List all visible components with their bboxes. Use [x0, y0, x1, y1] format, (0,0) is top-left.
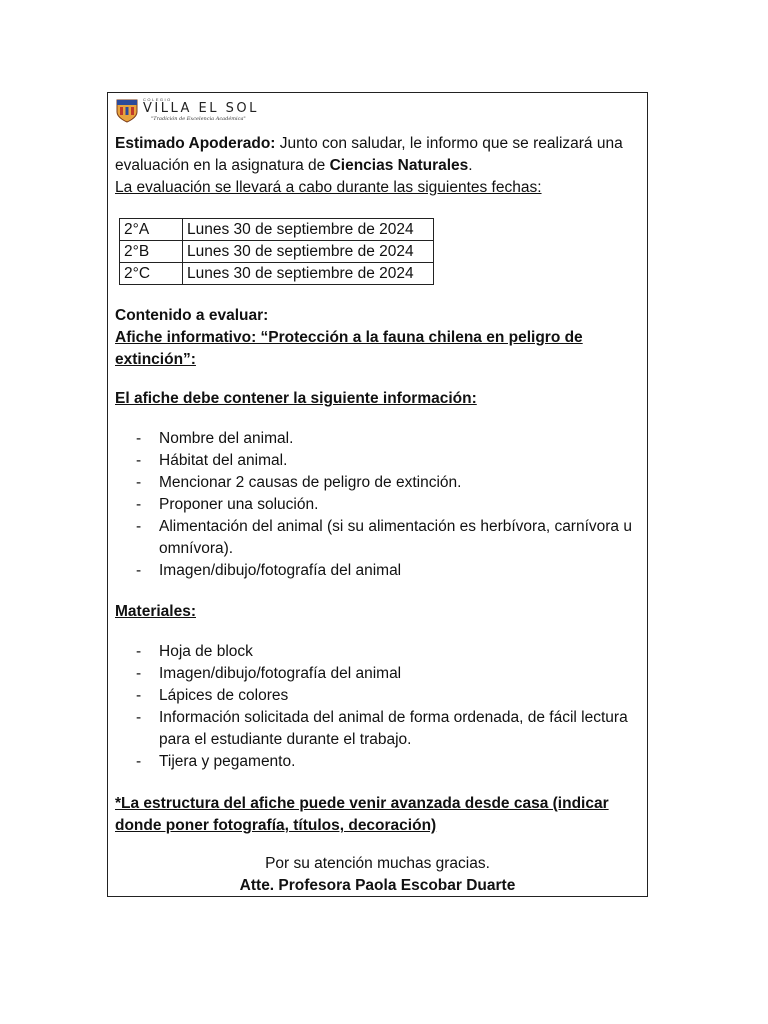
- dash-bullet: -: [136, 643, 142, 660]
- greeting-text: Junto con saludar, le informo que se realizará una evaluación en la asignatura de: [115, 135, 623, 174]
- materials-list: [115, 641, 645, 773]
- list-item: [115, 641, 645, 663]
- list-item: [115, 685, 645, 707]
- list-item: [115, 428, 645, 450]
- logo-small-label: COLEGIO: [143, 97, 172, 102]
- dash-bullet: -: [136, 753, 142, 770]
- table-row: [120, 263, 434, 285]
- list-item: [115, 494, 645, 516]
- list-item-text: Tijera y pegamento.: [159, 753, 296, 770]
- dash-bullet: -: [136, 687, 142, 704]
- content-heading: Contenido a evaluar:: [115, 307, 269, 324]
- dash-bullet: -: [136, 665, 142, 682]
- grade-cell: 2°B: [120, 241, 183, 263]
- list-item: [115, 663, 645, 685]
- requirements-list: [115, 428, 645, 582]
- school-logo-text: [143, 97, 259, 122]
- requirements-heading: El afiche debe contener la siguiente información:: [115, 390, 477, 407]
- list-item-text: Hábitat del animal.: [159, 452, 288, 469]
- list-item-text: Nombre del animal.: [159, 430, 294, 447]
- materials-heading: Materiales:: [115, 603, 196, 620]
- letter-card: [107, 92, 648, 897]
- school-name: VILLA EL SOL: [143, 101, 259, 116]
- list-item-text: Alimentación del animal (si su alimentación es herbívora, carnívora u omnívora).: [159, 518, 632, 557]
- list-item: [115, 516, 645, 560]
- school-logo: [115, 97, 315, 127]
- list-item: [115, 707, 645, 751]
- subject-name: Ciencias Naturales: [329, 157, 469, 174]
- dash-bullet: -: [136, 452, 142, 469]
- greeting-label: Estimado Apoderado:: [115, 135, 276, 152]
- intro-paragraph: [115, 133, 645, 199]
- structure-note: *La estructura del afiche puede venir avanzada desde casa (indicar donde poner fotografía, títulos, decoración): [115, 795, 609, 834]
- signature: Atte. Profesora Paola Escobar Duarte: [239, 877, 516, 894]
- dash-bullet: -: [136, 474, 142, 491]
- list-item: [115, 450, 645, 472]
- date-cell: Lunes 30 de septiembre de 2024: [183, 219, 434, 241]
- table-row: [120, 241, 434, 263]
- list-item-text: Mencionar 2 causas de peligro de extinción.: [159, 474, 462, 491]
- list-item: [115, 560, 645, 582]
- greeting-period: .: [468, 157, 473, 174]
- table-row: [120, 219, 434, 241]
- school-tagline: "Tradición de Excelencia Académica": [151, 116, 246, 122]
- list-item-text: Proponer una solución.: [159, 496, 319, 513]
- date-cell: Lunes 30 de septiembre de 2024: [183, 263, 434, 285]
- content-section: [115, 305, 645, 371]
- dash-bullet: -: [136, 518, 142, 535]
- dash-bullet: -: [136, 562, 142, 579]
- poster-title: Afiche informativo: “Protección a la fauna chilena en peligro de extinción”:: [115, 329, 583, 368]
- list-item-text: Hoja de block: [159, 643, 253, 660]
- list-item: [115, 472, 645, 494]
- schedule-table: [119, 218, 434, 285]
- dash-bullet: -: [136, 496, 142, 513]
- list-item-text: Lápices de colores: [159, 687, 289, 704]
- grade-cell: 2°C: [120, 263, 183, 285]
- list-item-text: Información solicitada del animal de forma ordenada, de fácil lectura para el estudiante durante el trabajo.: [159, 709, 628, 748]
- list-item-text: Imagen/dibujo/fotografía del animal: [159, 665, 402, 682]
- grade-cell: 2°A: [120, 219, 183, 241]
- list-item: [115, 751, 645, 773]
- date-cell: Lunes 30 de septiembre de 2024: [183, 241, 434, 263]
- list-item-text: Imagen/dibujo/fotografía del animal: [159, 562, 402, 579]
- dates-intro: La evaluación se llevará a cabo durante las siguientes fechas:: [115, 179, 542, 196]
- dash-bullet: -: [136, 709, 142, 726]
- dash-bullet: -: [136, 430, 142, 447]
- closing-thanks: Por su atención muchas gracias.: [265, 855, 490, 872]
- school-crest-icon: [116, 99, 138, 123]
